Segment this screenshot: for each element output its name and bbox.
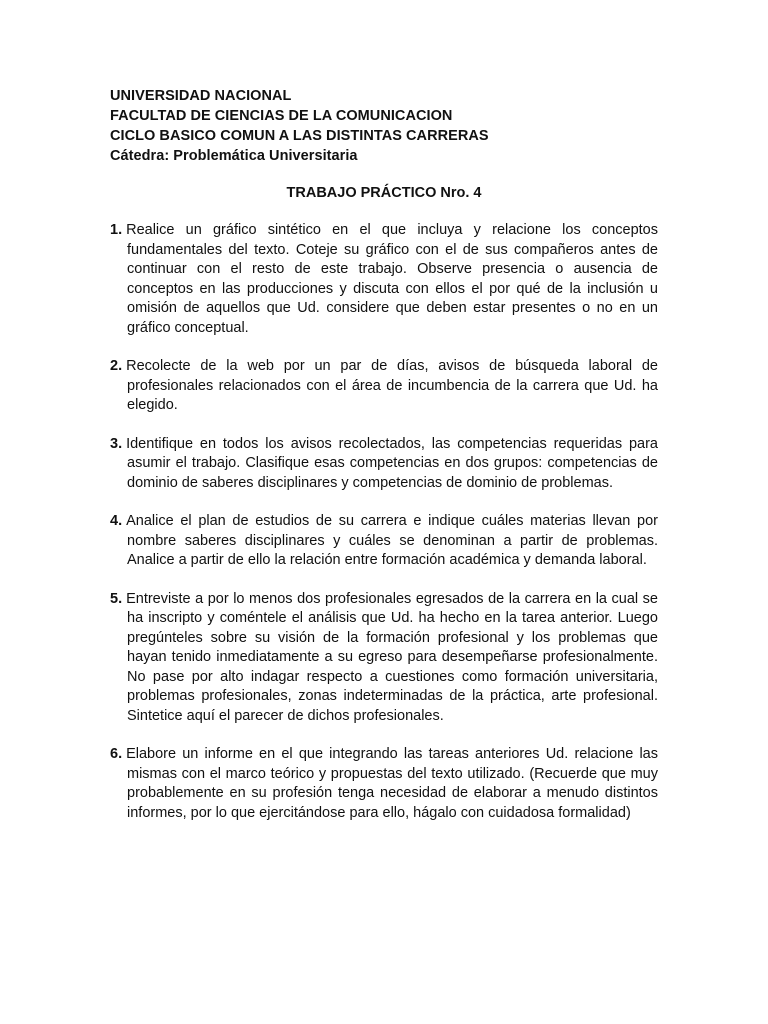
university-name: UNIVERSIDAD NACIONAL [110,88,292,104]
document-header [110,86,670,166]
cycle-name: CICLO BASICO COMUN A LAS DISTINTAS CARRERAS [110,128,489,144]
task-number: 4. [110,513,123,529]
task-item-1 [110,221,658,338]
task-item-3 [110,435,658,494]
task-number: 6. [110,746,123,762]
task-text: Recolecte de la web por un par de días, avisos de búsqueda laboral de profesionales relacionados con el área de incumbencia de la carrera que Ud. ha elegido. [126,358,658,413]
task-item-5 [110,590,658,727]
task-item-4 [110,512,658,571]
task-text: Realice un gráfico sintético en el que incluya y relacione los conceptos fundamentales del texto. Coteje su gráfico con el de sus compañeros antes de continuar con el resto de este trabajo. Observe presencia o ausencia de conceptos en las producciones y discuta con ellos el por qué de la inclusión u omisión de aquellos que Ud. considere que deben estar presentes o no en un gráfico conceptual. [126,222,658,336]
document-title: TRABAJO PRÁCTICO Nro. 4 [286,185,482,201]
task-text: Elabore un informe en el que integrando las tareas anteriores Ud. relacione las mismas con el marco teórico y propuestas del texto utilizado. (Recuerde que muy probablemente en su profesión tenga necesidad de elaborar a menudo distintos informes, por lo que ejercitándose para ello, hágalo con cuidadosa formalidad) [126,746,658,821]
task-item-2 [110,357,658,416]
task-number: 5. [110,590,123,607]
task-item-6 [110,745,658,823]
task-number: 3. [110,435,123,452]
task-text: Entreviste a por lo menos dos profesionales egresados de la carrera en la cual se ha inscripto y coméntele el análisis que Ud. ha hecho en la tarea anterior. Luego pregúnteles sobre su visión de la formación profesional y los problemas que hayan tenido inmediatamente a su egreso para desempeñarse profesionalmente. No pase por alto indagar respecto a cuestiones como formación universitaria, problemas profesionales, zonas indeterminadas de la práctica, arte profesional. Sintetice aquí el parecer de dichos profesionales. [126,590,658,724]
faculty-name: FACULTAD DE CIENCIAS DE LA COMUNICACION [110,108,453,124]
course-name: Cátedra: Problemática Universitaria [110,148,358,164]
task-number: 2. [110,358,123,374]
task-text: Identifique en todos los avisos recolectados, las competencias requeridas para asumir el trabajo. Clasifique esas competencias en dos grupos: competencias de dominio de saberes disciplinares y competencias de dominio de problemas. [126,435,658,491]
task-list [110,221,658,842]
task-text: Analice el plan de estudios de su carrera e indique cuáles materias llevan por nombre saberes disciplinares y cuáles se denominan a partir de problemas. Analice a partir de ello la relación entre formación académica y demanda laboral. [126,513,658,568]
task-number: 1. [110,222,123,238]
